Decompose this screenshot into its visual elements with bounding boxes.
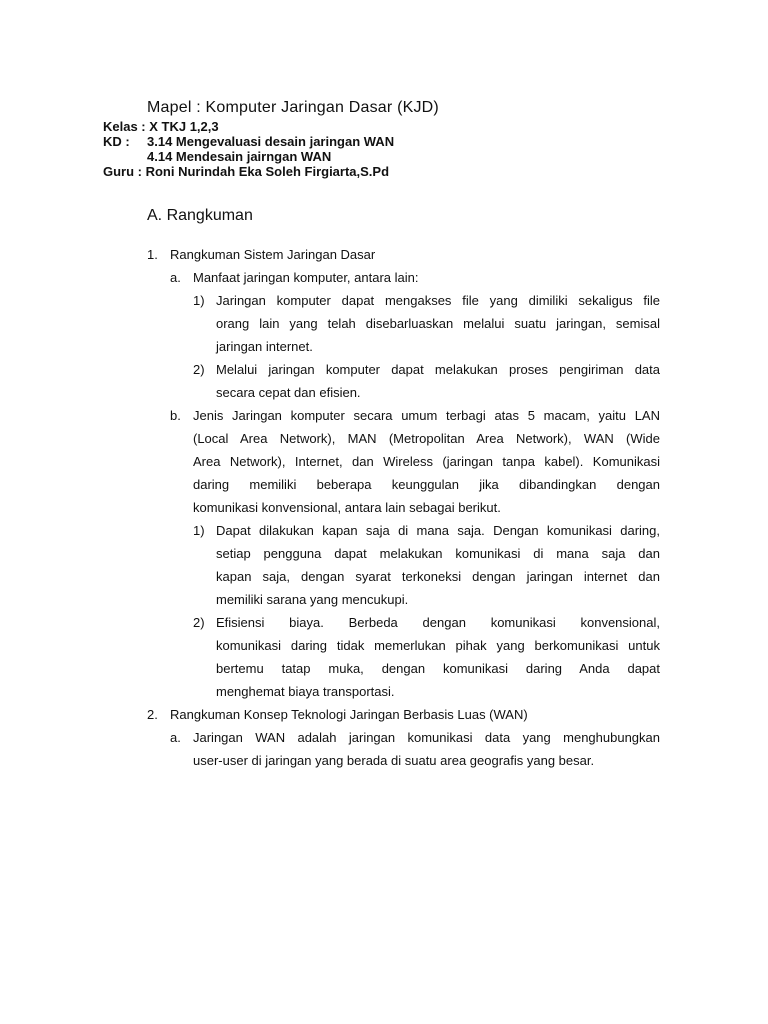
point-number: 1) [193,523,205,538]
sub-item-letter: b. [170,408,181,423]
sub-item-text: Jaringan WAN adalah jaringan komunikasi data yang menghubungkan [193,730,660,745]
sub-item-text: Area Network), Internet, dan Wireless (jaringan tanpa kabel). Komunikasi [193,454,660,469]
guru-line: Guru : Roni Nurindah Eka Soleh Firgiarta,S.Pd [103,164,390,179]
sub-item-text: Manfaat jaringan komputer, antara lain: [193,270,419,285]
point-text: Jaringan komputer dapat mengakses file yang dimiliki sekaligus file [216,293,660,308]
sub-item-text: (Local Area Network), MAN (Metropolitan Area Network), WAN (Wide [193,431,660,446]
kd-label: KD : [103,134,130,149]
kd-item-1: 3.14 Mengevaluasi desain jaringan WAN [147,134,395,149]
point-text: orang lain yang telah disebarluaskan melalui suatu jaringan, semisal [216,316,660,331]
point-text: bertemu tatap muka, dengan komunikasi daring Anda dapat [216,661,660,676]
page-title: Mapel : Komputer Jaringan Dasar (KJD) [147,99,439,116]
point-text: Dapat dilakukan kapan saja di mana saja. Dengan komunikasi daring, [216,523,660,538]
sub-item-letter: a. [170,270,181,285]
sub-item-text: daring memiliki beberapa keunggulan jika dibandingkan dengan [193,477,660,492]
sub-item-letter: a. [170,730,181,745]
point-text: menghemat biaya transportasi. [216,684,395,699]
list-number: 1. [147,247,158,262]
point-text: jaringan internet. [216,339,313,354]
point-text: komunikasi daring tidak memerlukan pihak yang berkomunikasi untuk [216,638,660,653]
kelas-line: Kelas : X TKJ 1,2,3 [103,119,219,134]
list-item-title: Rangkuman Sistem Jaringan Dasar [170,247,376,262]
point-number: 2) [193,362,205,377]
point-number: 2) [193,615,205,630]
list-item-title: Rangkuman Konsep Teknologi Jaringan Berbasis Luas (WAN) [170,707,528,722]
point-text: Melalui jaringan komputer dapat melakukan proses pengiriman data [216,362,660,377]
list-number: 2. [147,707,158,722]
point-text: memiliki sarana yang mencukupi. [216,592,409,607]
sub-item-text: Jenis Jaringan komputer secara umum terbagi atas 5 macam, yaitu LAN [193,408,660,423]
point-text: kapan saja, dengan syarat terkoneksi dengan jaringan internet dan [216,569,660,584]
point-number: 1) [193,293,205,308]
point-text: setiap pengguna dapat melakukan komunikasi di mana saja dan [216,546,660,561]
point-text: Efisiensi biaya. Berbeda dengan komunikasi konvensional, [216,615,660,630]
sub-item-text: user-user di jaringan yang berada di suatu area geografis yang besar. [193,753,595,768]
sub-item-text: komunikasi konvensional, antara lain sebagai berikut. [193,500,501,515]
kd-item-2: 4.14 Mendesain jairngan WAN [147,149,332,164]
section-heading: A. Rangkuman [147,207,253,224]
point-text: secara cepat dan efisien. [216,385,361,400]
